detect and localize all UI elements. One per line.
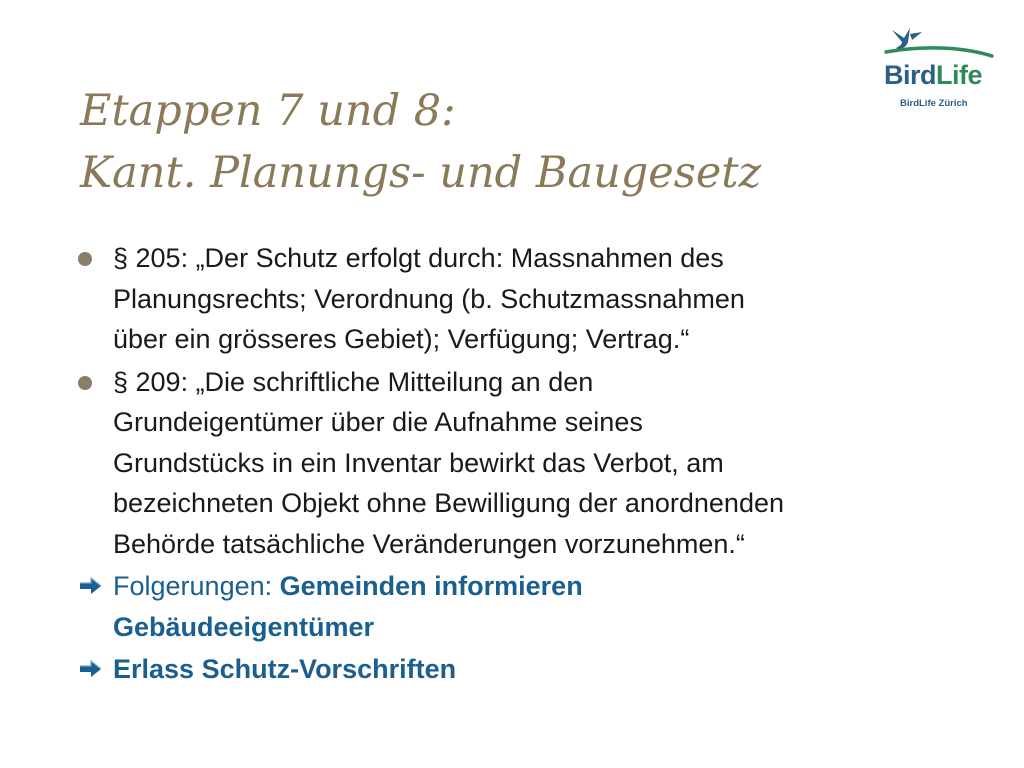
title-line-2: Kant. Planungs- und Baugesetz: [80, 148, 762, 198]
logo-word-bird: Bird: [884, 60, 936, 90]
arrow-right-icon: [78, 658, 104, 680]
conclusion-line: [113, 566, 978, 607]
conclusion-prefix: Folgerungen:: [113, 571, 280, 601]
bullet-dot-icon: [78, 252, 92, 266]
bullet-line: § 205: „Der Schutz erfolgt durch: Massnahmen des: [113, 243, 724, 273]
slide-body: [78, 238, 978, 692]
conclusion-bold: Gemeinden informieren: [279, 571, 583, 601]
bullet-dot-icon: [78, 376, 92, 390]
logo-subtitle: BirdLife Zürich: [900, 98, 968, 109]
bullet-line: Grundeigentümer über die Aufnahme seines: [113, 407, 643, 437]
conclusion-line: Gebäudeeigentümer: [113, 611, 375, 642]
bullet-line: über ein grösseres Gebiet); Verfügung; Vertrag.“: [113, 324, 690, 354]
arrow-right-icon: [78, 575, 104, 597]
bullet-item-209: [78, 362, 978, 565]
slide-title: [80, 80, 840, 204]
bullet-line: Planungsrechts; Verordnung (b. Schutzmassnahmen: [113, 283, 745, 314]
bird-logo-icon: [880, 22, 1000, 62]
birdlife-logo: [880, 22, 1000, 112]
bullet-line: Grundstücks in ein Inventar bewirkt das Verbot, am: [113, 447, 724, 478]
title-line-1: Etappen 7 und 8:: [80, 86, 456, 136]
logo-wordmark: [884, 60, 982, 91]
logo-word-life: Life: [936, 60, 983, 90]
conclusion-item-erlass: [78, 649, 978, 690]
conclusion-item-folgerungen: [78, 566, 978, 647]
bullet-line: bezeichneten Objekt ohne Bewilligung der anordnenden: [113, 488, 784, 518]
bullet-item-205: [78, 238, 978, 360]
bullet-line: Behörde tatsächliche Veränderungen vorzunehmen.“: [113, 528, 745, 559]
conclusion-line: Erlass Schutz-Vorschriften: [113, 654, 457, 684]
bullet-line: § 209: „Die schriftliche Mitteilung an den: [113, 366, 594, 397]
